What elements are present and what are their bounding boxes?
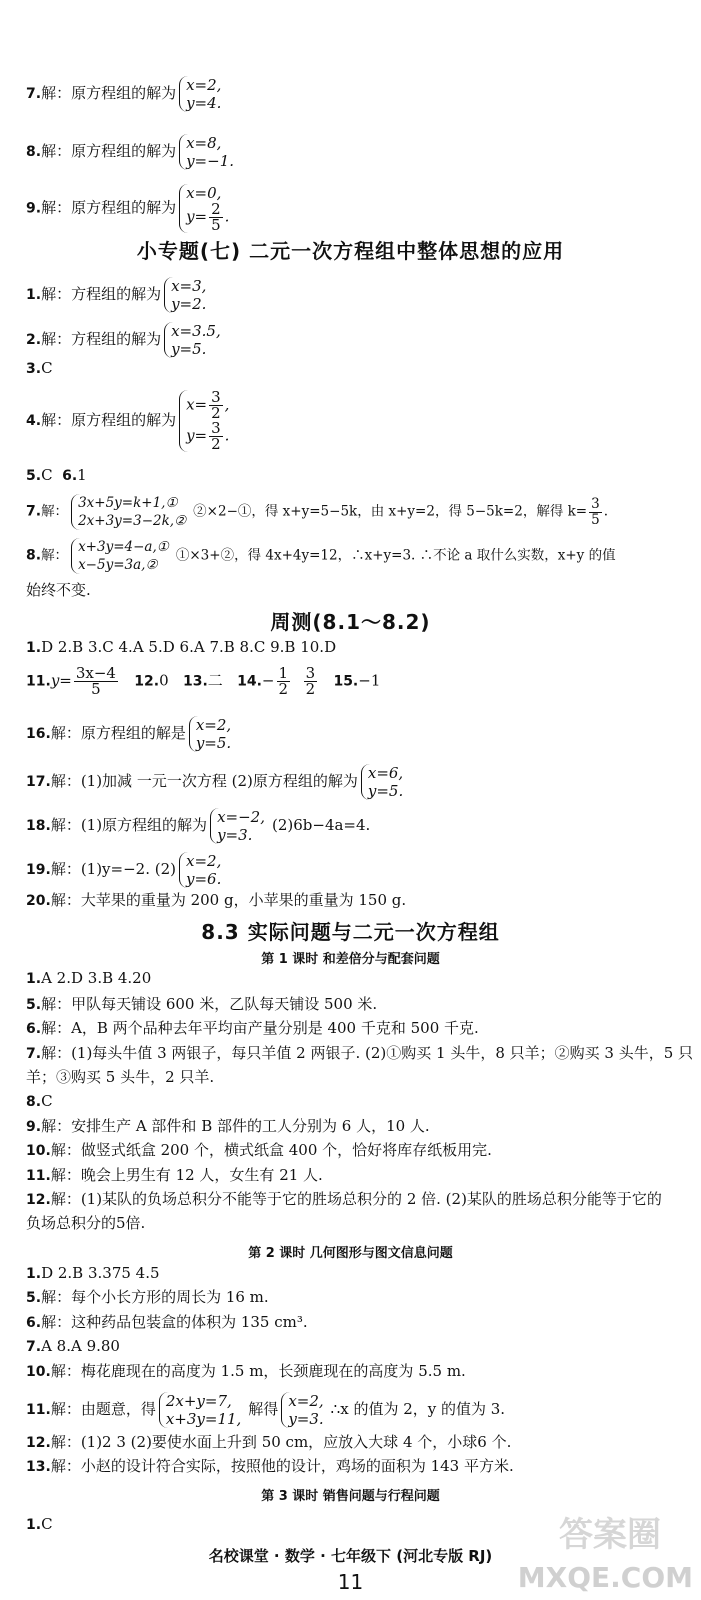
answer-10-l1: 10.解：做竖式纸盒 200 个，横式纸盒 400 个，恰好将库存纸板用完. xyxy=(26,1141,492,1159)
answer-11-15: 11.y= $\frac{3x-4}{5}$ 12.0 13.二 14.− $\frac{1}{2}$ $\frac{3}{2}$ 15.−1 xyxy=(26,664,381,698)
answer-17: 17.解：(1)加减 一元一次方程 (2)原方程组的解为 x=6, y=5. xyxy=(26,764,410,800)
lesson-3-title: 第 3 课时 销售问题与行程问题 xyxy=(261,1489,440,1504)
answer-19: 19.解：(1)y=−2. (2) x=2, y=6. xyxy=(26,852,228,888)
answer-5-l1: 5.解：甲队每天铺设 600 米，乙队每天铺设 500 米. xyxy=(26,995,378,1013)
answer-9: 9.解：原方程组的解为 x=0, y= $\frac{2}{5}$ . xyxy=(26,184,236,233)
answer-8-s1: 8.解： x+3y=4−a,① x−5y=3a,② ①×3+②，得 4x+4y=12，∴x+y=3. ∴不论 a 取什么实数，x+y 的值 xyxy=(26,539,616,573)
equation-system: x=8, y=−1. xyxy=(179,134,238,170)
answer-11-l1: 11.解：晚会上男生有 12 人，女生有 21 人. xyxy=(26,1166,323,1184)
answer-18: 18.解：(1)原方程组的解为 x=−2, y=3. (2)6b−4a=4. xyxy=(26,808,371,844)
answer-9-l1: 9.解：安排生产 A 部件和 B 部件的工人分别为 6 人，10 人. xyxy=(26,1117,430,1135)
answer-8: 8.解：原方程组的解为 x=8, y=−1. xyxy=(26,134,241,170)
answer-12-l2: 12.解：(1)2 3 (2)要使水面上升到 50 cm，应放入大球 4 个，小球6 个. xyxy=(26,1433,512,1451)
answer-7-l1: 7.解：(1)每头牛值 3 两银子，每只羊值 2 两银子. (2)①购买 1 头牛，8 只羊；②购买 3 头牛，5 只 xyxy=(26,1044,694,1062)
watermark: MXQE.COM xyxy=(517,1561,693,1594)
answer-1-l3: 1.C xyxy=(26,1515,53,1533)
mc-answers-lesson2: 1.D 2.B 3.375 4.5 xyxy=(26,1264,160,1282)
answer-12-l1-cont: 负场总积分的5倍. xyxy=(26,1214,146,1232)
answer-20: 20.解：大苹果的重量为 200 g，小苹果的重量为 150 g. xyxy=(26,891,407,909)
page-footer: 名校课堂 · 数学 · 七年级下 (河北专版 RJ) xyxy=(208,1547,493,1565)
section-title-weekly: 周测(8.1～8.2) xyxy=(270,610,431,634)
answer-16: 16.解：原方程组的解是 x=2, y=5. xyxy=(26,716,238,752)
lesson-1-title: 第 1 课时 和差倍分与配套问题 xyxy=(261,952,440,967)
page-number: 11 xyxy=(337,1570,364,1594)
answer-5-l2: 5.解：每个小长方形的周长为 16 m. xyxy=(26,1288,269,1306)
equation-system: x=2, y=4. xyxy=(179,76,225,112)
answer-4: 4.解：原方程组的解为 x= $\frac{3}{2}$ , y= $\frac{3}{2}$ . xyxy=(26,390,236,452)
answer-6-l2: 6.解：这种药品包装盒的体积为 135 cm³. xyxy=(26,1313,308,1331)
answer-7-l1-cont: 羊；③购买 5 头牛，2 只羊. xyxy=(26,1068,215,1086)
answer-10-l2: 10.解：梅花鹿现在的高度为 1.5 m，长颈鹿现在的高度为 5.5 m. xyxy=(26,1362,466,1380)
answer-3: 3.C xyxy=(26,359,53,377)
answer-7-s1: 7.解： 3x+5y=k+1,① 2x+3y=3−2k,② ②×2−①，得 x+y=5−5k，由 x+y=2，得 5−5k=2，解得 k= $\frac{3}{5}$ . xyxy=(26,495,608,529)
answer-6-l1: 6.解：A，B 两个品种去年平均亩产量分别是 400 千克和 500 千克. xyxy=(26,1019,479,1037)
answer-13-l2: 13.解：小赵的设计符合实际，按照他的设计，鸡场的面积为 143 平方米. xyxy=(26,1457,514,1475)
watermark-logo: 答案圈 xyxy=(559,1515,661,1555)
answer-11-l2: 11.解：由题意，得 2x+y=7, x+3y=11, 解得 x=2, y=3. ∴x 的值为 2，y 的值为 3. xyxy=(26,1392,506,1428)
section-title: 小专题(七) 二元一次方程组中整体思想的应用 xyxy=(136,239,565,263)
equation-system: x=0, y= $\frac{2}{5}$ . xyxy=(179,184,233,233)
section-title-8-3: 8.3 实际问题与二元一次方程组 xyxy=(201,920,500,944)
answer-12-l1: 12.解：(1)某队的负场总积分不能等于它的胜场总积分的 2 倍. (2)某队的胜场总积分能等于它的 xyxy=(26,1190,662,1208)
answer-8-l1: 8.C xyxy=(26,1092,53,1110)
answer-1: 1.解：方程组的解为 x=3, y=2. xyxy=(26,277,213,313)
answer-2: 2.解：方程组的解为 x=3.5, y=5. xyxy=(26,322,228,358)
answer-7-9-l2: 7.A 8.A 9.80 xyxy=(26,1337,120,1355)
lesson-2-title: 第 2 课时 几何图形与图文信息问题 xyxy=(248,1246,453,1261)
answer-5-6: 5.C 6.1 xyxy=(26,466,87,484)
answer-7: 7.解：原方程组的解为 x=2, y=4. xyxy=(26,76,228,112)
answer-8-cont: 始终不变. xyxy=(26,581,91,599)
mc-answers-lesson1: 1.A 2.D 3.B 4.20 xyxy=(26,969,152,987)
mc-answers: 1.D 2.B 3.C 4.A 5.D 6.A 7.B 8.C 9.B 10.D xyxy=(26,638,337,656)
